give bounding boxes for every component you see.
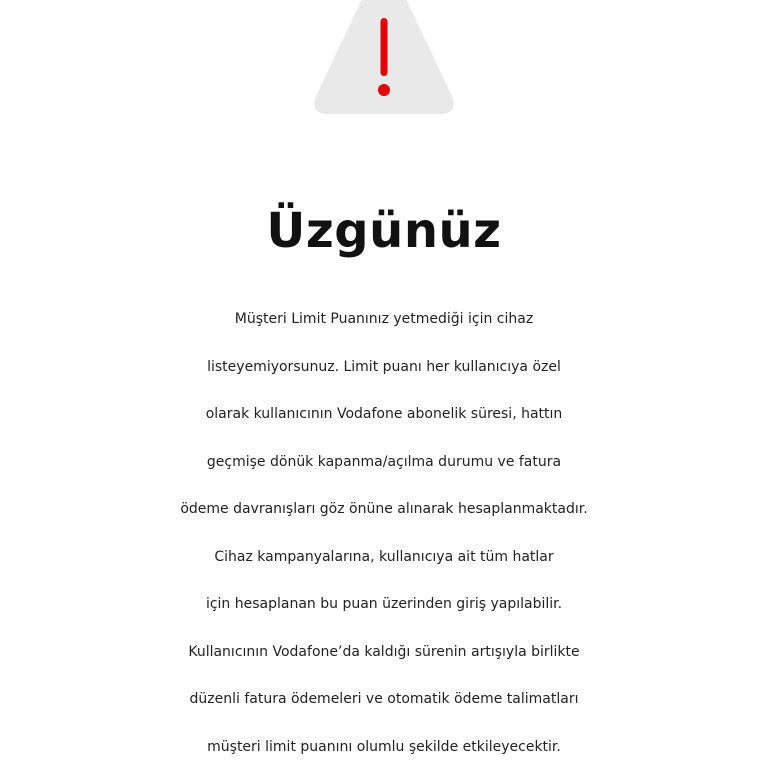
message-line: müşteri limit puanını olumlu şekilde etkileyecektir. [207,738,561,755]
message-line: için hesaplanan bu puan üzerinden giriş yapılabilir. [205,596,563,612]
message-line: düzenli fatura ödemeleri ve otomatik ödeme talimatları [189,691,579,707]
message-line: Cihaz kampanyalarına, kullanıcıya ait tüm hatlar [214,548,554,565]
message-line: Kullanıcının Vodafone’da kaldığı sürenin artışıyla birlikte [188,643,580,660]
message-line: ödeme davranışları göz önüne alınarak hesaplanmaktadır. [180,501,588,517]
warning-triangle-icon [309,0,459,120]
exclamation-mark-dot [378,84,390,96]
message-line: Müşteri Limit Puanınız yetmediği için cihaz [234,311,534,327]
message-line: listeyemiyorsunuz. Limit puanı her kullanıcıya özel [207,358,561,375]
exclamation-mark-bar [381,18,388,76]
message-line: olarak kullanıcının Vodafone abonelik süresi, hattın [205,406,563,422]
error-message [0,296,768,768]
message-line: geçmişe dönük kapanma/açılma durumu ve fatura [206,453,562,470]
page-title: Üzgünüz [266,203,502,259]
